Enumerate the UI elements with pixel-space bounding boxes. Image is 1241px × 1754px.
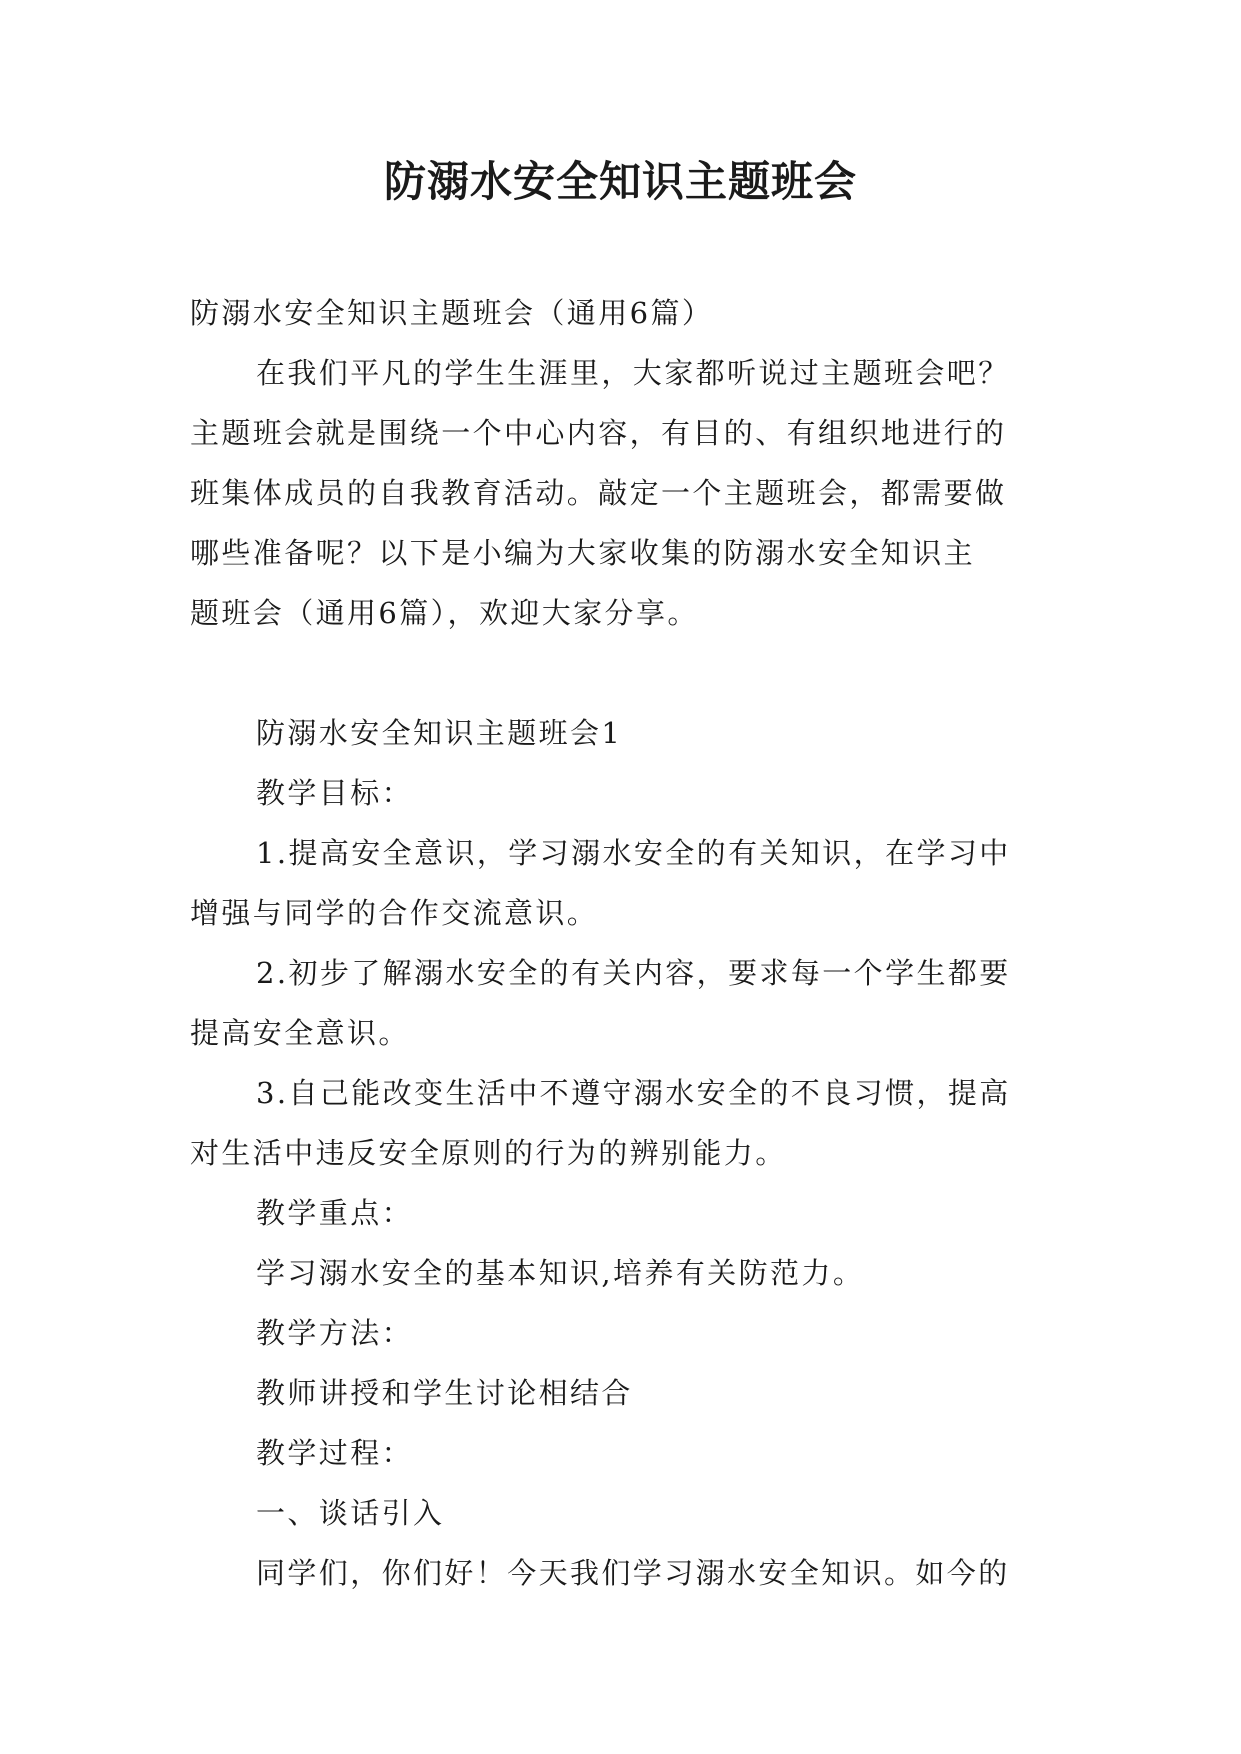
body-line: 学习溺水安全的基本知识,培养有关防范力。	[256, 1256, 865, 1290]
subtitle-line: 防溺水安全知识主题班会（通用6篇）	[190, 296, 714, 330]
intro-line: 题班会（通用6篇），欢迎大家分享。	[190, 596, 699, 630]
body-line: 1.提高安全意识，学习溺水安全的有关知识，在学习中	[256, 836, 1011, 870]
body-line: 教学过程：	[256, 1436, 414, 1470]
document-title: 防溺水安全知识主题班会	[383, 157, 857, 206]
paragraph-gap	[190, 643, 1052, 703]
body-line: 对生活中违反安全原则的行为的辨别能力。	[190, 1136, 787, 1170]
intro-line: 主题班会就是围绕一个中心内容，有目的、有组织地进行的	[190, 416, 1007, 450]
section-heading: 防溺水安全知识主题班会1	[256, 716, 623, 750]
intro-line: 在我们平凡的学生生涯里，大家都听说过主题班会吧？	[256, 356, 1010, 390]
body-line: 教师讲授和学生讨论相结合	[256, 1376, 633, 1410]
intro-line: 哪些准备呢？以下是小编为大家收集的防溺水安全知识主	[190, 536, 976, 570]
body-line: 教学重点：	[256, 1196, 414, 1230]
body-line: 一、谈话引入	[256, 1496, 445, 1530]
body-line: 同学们，你们好！今天我们学习溺水安全知识。如今的	[256, 1556, 1010, 1590]
body-line: 教学方法：	[256, 1316, 414, 1350]
body-line: 提高安全意识。	[190, 1016, 410, 1050]
intro-line: 班集体成员的自我教育活动。敲定一个主题班会，都需要做	[190, 476, 1007, 510]
body-line: 教学目标：	[256, 776, 414, 810]
document-body	[190, 283, 1052, 1603]
body-line: 3.自己能改变生活中不遵守溺水安全的不良习惯，提高	[256, 1076, 1011, 1110]
body-line: 增强与同学的合作交流意识。	[190, 896, 599, 930]
body-line: 2.初步了解溺水安全的有关内容，要求每一个学生都要	[256, 956, 1011, 990]
